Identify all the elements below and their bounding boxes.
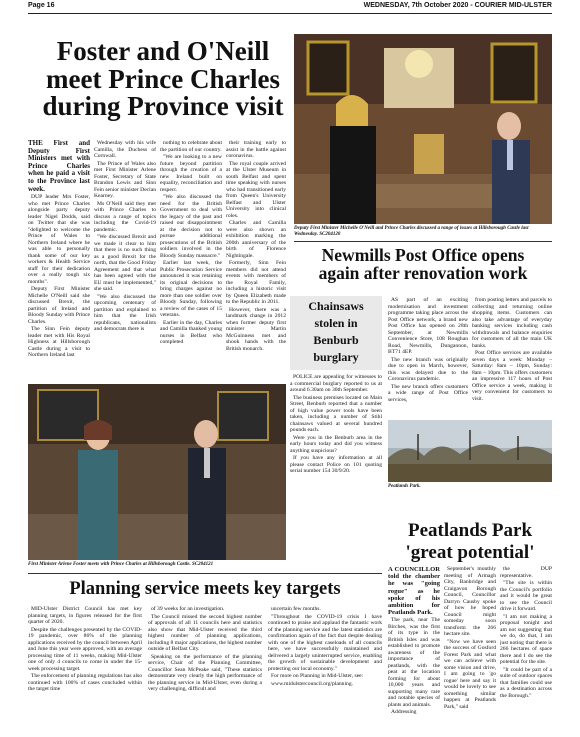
main-story-paragraph: Deputy First Minister Michelle O'Neill said she discussed Brexit, the partition of Ireland and Bloody Sunday with Prince Charles.: [28, 286, 90, 325]
page-number: Page 16: [28, 2, 55, 9]
dateline: WEDNESDAY, 7th October 2020 - COURIER MID-ULSTER: [363, 2, 552, 9]
photo-image: [28, 384, 286, 560]
peatlands-headline: [388, 520, 552, 564]
burglary-headline: [290, 296, 382, 370]
planning-link[interactable]: www.midulstercouncil.org/planning.: [271, 680, 354, 687]
planning-headline: Planning service meets key targets: [69, 579, 341, 599]
peatlands-col2: [444, 566, 496, 737]
peatlands-headline-line1: Peatlands Park: [407, 520, 533, 541]
burglary-paragraph: If you have any information at all please contact Police on 101 quoting serial number 154 30/9/20.: [290, 455, 382, 474]
newmills-paragraph: from posting letters and parcels to collecting and returning online shopping items. Customers can also take advantage of everyday banking services including cash withdrawals and balance enquiries for customers of all the main UK banks.: [472, 297, 552, 349]
peatlands-paragraph: "It could be part of a suite of outdoor spaces that families could use as a destination across the Borough.": [500, 666, 552, 699]
planning-paragraph: uncertain few months.: [271, 606, 321, 612]
main-story-paragraph: Earlier in the day, Charles and Camilla thanked young nurses in Belfast who completed: [160, 319, 222, 345]
main-story-paragraph: Charles and Camilla were also shown an exhibition marking the 200th anniversary of the birth of Florence Nightingale.: [226, 220, 286, 259]
section-divider: [294, 241, 552, 242]
newmills-paragraph: Post Office services are available seven days a week: Monday – Saturday: 8am – 10pm, Sunday: 8am – 10pm. This offers customers an impressive 117 hours of Post Office service a week, making it very convenient for customers to visit.: [472, 350, 552, 402]
burglary-headline-line2: stolen in: [314, 316, 358, 330]
main-story-paragraph: Ms O'Neill said they met with Prince Charles to discuss a range of topics including the Covid-19 pandemic.: [94, 200, 156, 233]
peatlands-paragraph: the DUP representative.: [500, 566, 552, 579]
peatlands-paragraph: September's monthly meeting of Armagh City, Banbridge and Craigavon Borough Council, Councillor Darryn Causby spoke of how he hoped Council might someday soon transform the 266 hectare site.: [444, 566, 496, 637]
main-story-paragraph: The Prince of Wales also met First Minister Arlene Foster, Secretary of State Brandon Lewis and Sinn Fein senior minister Declan Kearney.: [94, 160, 156, 199]
caption-peatlands: Peatlands Park.: [388, 484, 421, 489]
planning-col1: [28, 606, 142, 736]
peatlands-col3: [500, 566, 552, 737]
photo-oneill-prince-charles: [294, 34, 552, 224]
peatlands-lead: A COUNCILLOR told the chamber he was "going rogue" as he spoke of his ambition for Peatlands Park.: [388, 566, 440, 617]
main-story-paragraph: nothing to celebrate about the partition of our country.: [160, 140, 222, 153]
main-story-col3: [160, 140, 222, 380]
main-headline-line3: during Province visit: [42, 91, 284, 122]
main-story-col2: [94, 140, 156, 380]
burglary-body: [290, 374, 382, 564]
planning-paragraph: Despite the challenges presented by the COVID-19 pandemic, over 86% of the planning applications received by the council between April and June this year were approved, with an average processing time of 11 weeks, making Mid-Ulster one of only 4 councils to come in under the 15-week processing target.: [28, 626, 142, 672]
main-story-paragraph: Wednesday with his wife Camilla, the Duchess of Cornwall.: [94, 140, 156, 159]
newmills-paragraph: The new branch offers customers a wide range of Post Office services,: [388, 383, 468, 403]
photo-image: [388, 420, 552, 482]
main-story-paragraph: Formerly, Sinn Fein members did not attend events with members of the Royal Family, including a historic visit by Queen Elizabeth made to the Republic in 2011.: [226, 260, 286, 305]
main-story-paragraph: "We are looking to a new future beyond partition through the creation of a new Ireland built on equality, reconciliation and respect.: [160, 154, 222, 193]
planning-paragraph: of 39 weeks for an investigation.: [151, 606, 225, 612]
peatlands-col1: [388, 566, 440, 737]
main-story-col1: [28, 140, 90, 380]
main-headline-line1: Foster and O'Neill: [56, 36, 270, 66]
section-divider: [28, 573, 382, 574]
peatlands-paragraph: "I am not making a proposal tonight and am not suggesting that we do, do that, I am just noting that there is 266 hectares of space there and I do see the potential for the site.: [500, 613, 552, 665]
main-story-paragraph: "We discussed Brexit and we made it clear to him that there is no such thing as a good Brexit for the north, that the Good Friday Agreement and that what has been agreed with the EU must be implemented," she said.: [94, 234, 156, 292]
newmills-headline: [294, 247, 552, 283]
peatlands-headline-line2: 'great potential': [405, 542, 535, 563]
planning-paragraph: Speaking on the performance of the planning service, Chair of the Planning Committee, Councillor Sean McPeake said, "These statistics demonstrate very clearly the high performance of the planning service in Mid-Ulster, even during a very challenging, difficult and: [148, 653, 262, 692]
burglary-paragraph: Were you in the Benburb area in the early hours today and did you witness anything suspicious?: [290, 434, 382, 454]
main-story-paragraph: "We also discussed the need for the British Government to deal with the legacy of the past and raised our disappointment at the decision not to pursue additional prosecutions of the British soldiers involved in the Bloody Sunday massacre.": [160, 194, 222, 259]
burglary-headline-line4: burglary: [313, 350, 359, 364]
planning-paragraph: "Throughout the COVID-19 crisis I have continued to praise and applaud the fantastic work of the planning service and the latest statistics are confirmation again of the fact that despite dealing with one of the highest caseloads of all councils here, we have successfully maintained and delivered a largely uninterrupted service, enabling the growth of sustainable development and protecting our local economy.": [268, 613, 382, 672]
burglary-paragraph: POLICE are appealing for witnesses to a commercial burglary reported to us at around 6.30am on 30th September.: [290, 374, 382, 393]
planning-paragraph: For more on Planning in Mid-Ulster, see:: [271, 673, 364, 679]
newmills-col2: [472, 297, 552, 413]
planning-col2: [148, 606, 262, 736]
burglary-headline-line1: Chainsaws: [308, 299, 364, 313]
newmills-col1: [388, 297, 468, 413]
main-headline: [28, 38, 298, 121]
main-story-paragraph: The Sinn Fein deputy leader met with His Royal Highness at Hillsborough Castle during a visit to Northern Ireland last: [28, 326, 90, 359]
main-story-paragraph: The royal couple arrived at the Ulster Museum in south Belfast and spent time speaking with nurses who had transitioned early from Queen's University Belfast and Ulster University into clinical roles.: [226, 160, 286, 219]
peatlands-paragraph: "Now we have seen the success of Gosford Forest Park and what we can achieve with some vision and drive, I am going to 'go rogue' here and say it would be lovely to see something similar happen at Peatlands Park," said: [444, 638, 496, 710]
burglary-headline-line3: Benburb: [313, 333, 359, 347]
main-story-paragraph: However, there was a landmark change in 2012 when former deputy first minister Martin McGuinness met and shook hands with the British monarch.: [226, 306, 286, 352]
planning-paragraph: The Council missed the second highest number of approvals of all 11 councils here and statistics also show that Mid-Ulster received the third highest number of planning applications, including 8 major applications, the highest number outside of Belfast City.: [148, 613, 262, 652]
photo-image: [294, 34, 552, 224]
peatlands-paragraph: Addressing: [391, 709, 417, 716]
header-rule: [28, 13, 552, 14]
caption-bottom-photo: First Minister Arlene Foster meets with Prince Charles at Hillsborough Castle. SC204121: [28, 562, 214, 567]
main-story-paragraph: Earlier last week, the Public Prosecution Service announced it was retaining its original decisions to bring charges against no more than one soldier over Bloody Sunday, following a review of the cases of 15 veterans.: [160, 260, 222, 318]
main-headline-line2: meet Prince Charles: [46, 63, 280, 94]
peatlands-paragraph: The park, near The Birches, was the first of its type in the British Isles and was established to promote awareness of the importance of peatlands, with the peat at the location forming for about 10,000 years and supporting many rare and notable species of plants and animals.: [388, 617, 440, 708]
newmills-paragraph: AS part of an exciting modernisation and investment programme taking place across the Post Office network, a brand new Post Office has opened on 28th September, at Newmills Convenience Store, 108 Roughan Road, Newmills, Dungannon, BT71 4EP.: [388, 297, 468, 355]
planning-col3: [268, 606, 382, 736]
planning-paragraph: MID-Ulster District Council has met key planning targets, in figures released for the first quarter of 2020.: [28, 606, 142, 625]
peatlands-paragraph: "The site is within the Council's portfolio and it would be great to see the Council drive it forward.: [500, 580, 552, 612]
burglary-paragraph: The business premises located on Main Street, Benburb reported that a number of high value power tools have been taken, including a number of Stihl chainsaws valued at several hundred pounds each.: [290, 394, 382, 433]
photo-foster-prince-charles: [28, 384, 286, 560]
main-story-paragraph: their training early to assist in the battle against coronavirus.: [226, 140, 286, 159]
newmills-headline-line2: again after renovation work: [318, 262, 528, 283]
main-story-lead: THE First and Deputy First Ministers met with Prince Charles when he paid a visit to the Province last week.: [28, 140, 90, 193]
newmills-headline-line1: Newmills Post Office opens: [321, 245, 525, 265]
caption-top-photo: Deputy First Minister Michelle O'Neill and Prince Charles discussed a range of issues at Hillsborough Castle last Wednesday. SC204120: [294, 226, 529, 237]
planning-paragraph: The enforcement of planning regulations has also continued with 100% of cases concluded within the target time: [28, 673, 142, 692]
main-story-paragraph: "We also discussed the upcoming centenary of partition and explained to him that the Irish republicans, nationalists and democrats there is: [94, 293, 156, 332]
main-story-paragraph: DUP leader Mrs Foster, who met Prince Charles alongside party deputy leader Nigel Dodds, said on Twitter that she was "delighted to welcome the Prince of Wales to Northern Ireland where he was able to personally thank some of our key workers & Health Service staff for their dedication over a really tough six months".: [28, 194, 90, 285]
main-story-col4: [226, 140, 286, 380]
photo-peatlands-park: [388, 420, 552, 482]
newmills-paragraph: The new branch was originally due to open in March, however, this was delayed due to the Coronavirus pandemic.: [388, 356, 468, 382]
